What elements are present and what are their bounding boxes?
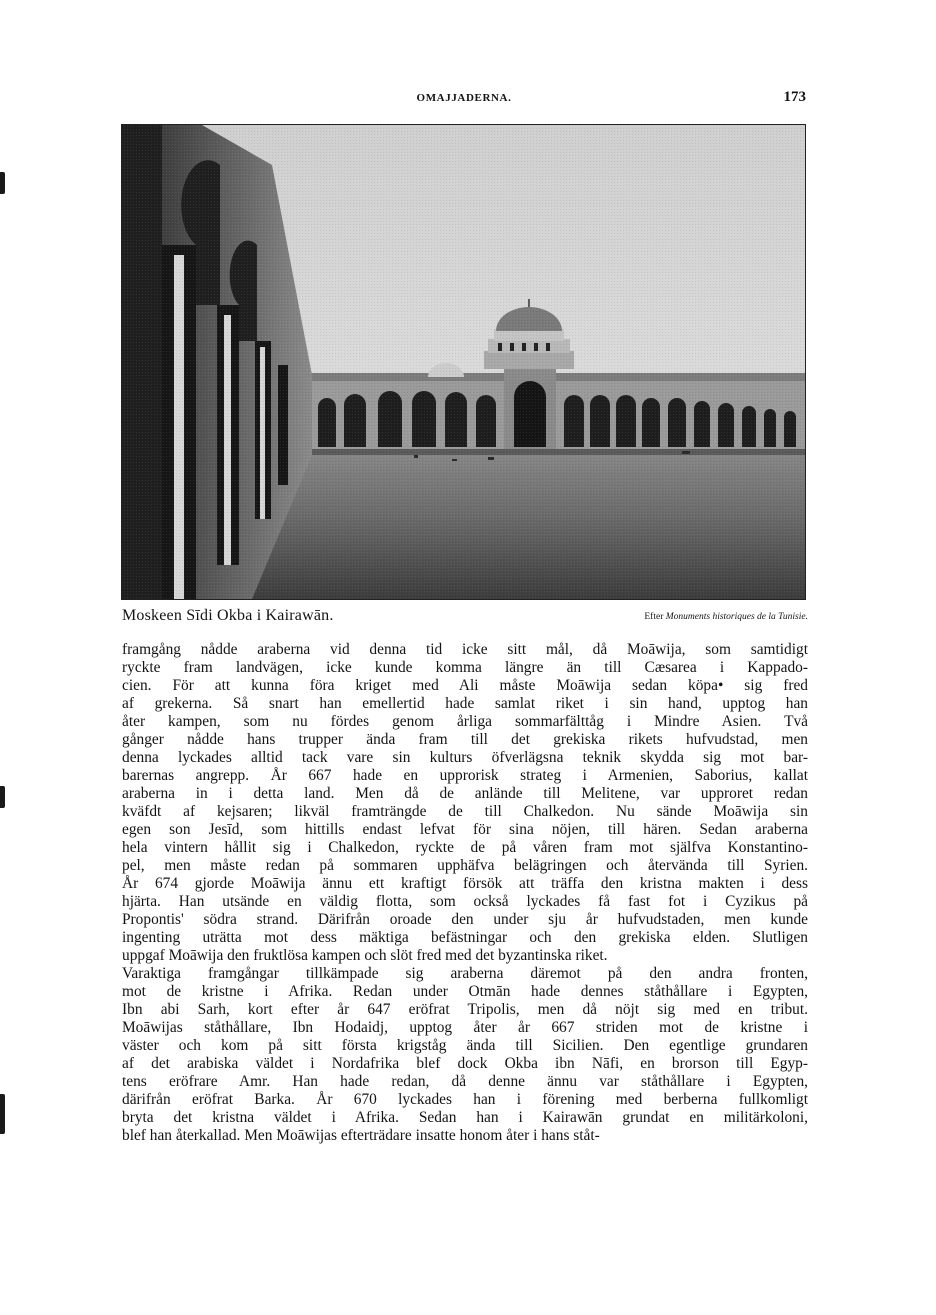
text-line: egen son Jesīd, som hittills endast lefvat för sina nöjen, till hären. Sedan araberna — [122, 821, 808, 839]
text-line: Moāwijas ståthållare, Ibn Hodaidj, upptog åter år 667 striden mot de kristne i — [122, 1019, 808, 1037]
text-line: Propontis' södra strand. Därifrån oroade den under sju år hufvudstaden, men kunde — [122, 911, 808, 929]
text-line: År 674 gjorde Moāwija ännu ett kraftigt försök att träffa den kristna makten i dess — [122, 875, 808, 893]
mosque-photograph-icon — [122, 125, 805, 599]
text-line: ryckte fram landvägen, icke kunde komma längre än till Cæsarea i Kappado- — [122, 659, 808, 677]
body-text — [122, 641, 808, 1145]
text-line: cien. För att kunna föra kriget med Ali måste Moāwija sedan köpa• sig fred — [122, 677, 808, 695]
text-line: mot de kristne i Afrika. Redan under Otmān hade dennes ståthållare i Egypten, — [122, 983, 808, 1001]
text-line: bryta det kristna väldet i Afrika. Sedan han i Kairawān grundat en militärkoloni, — [122, 1109, 808, 1127]
text-line: Ibn abi Sarh, kort efter år 647 eröfrat Tripolis, men då nöjt sig med en tribut. — [122, 1001, 808, 1019]
caption-credit — [644, 612, 808, 622]
text-line: därifrån eröfrat Barka. År 670 lyckades han i förening med berberna fullkomligt — [122, 1091, 808, 1109]
text-line: pel, men måste redan på sommaren upphäfva belägringen och återvända till Syrien. — [122, 857, 808, 875]
binding-mark — [0, 172, 5, 194]
text-line: ingenting uträtta mot dess mäktiga befästningar och den grekiska elden. Slutligen — [122, 929, 808, 947]
text-line: af det arabiska väldet i Nordafrika blef dock Okba ibn Nāfi, en brorson till Egyp- — [122, 1055, 808, 1073]
running-head: OMAJJADERNA. — [416, 92, 512, 104]
text-line: väster och kom på sitt första krigståg ända till Sicilien. Den egentlige grundaren — [122, 1037, 808, 1055]
binding-mark — [0, 786, 5, 808]
caption-credit-source: Monuments historiques de la Tunisie. — [665, 612, 808, 622]
text-line: uppgaf Moāwija den fruktlösa kampen och slöt fred med det byzantinska riket. — [122, 947, 608, 965]
text-line: hjärta. Han utsände en väldig flotta, som också lyckades få fast fot i Cyzikus på — [122, 893, 808, 911]
text-line: kväfdt af kejsaren; likväl framträngde de till Chalkedon. Nu sände Moāwija sin — [122, 803, 808, 821]
text-line: barernas angrepp. År 667 hade en upprorisk strateg i Armenien, Saborius, kallat — [122, 767, 808, 785]
caption-title: Moskeen Sīdi Okba i Kairawān. — [122, 607, 334, 624]
caption-credit-prefix: Efter — [644, 612, 664, 622]
mosque-photograph — [121, 124, 806, 600]
text-line: blef han återkallad. Men Moāwijas efterträdare insatte honom åter i hans ståt- — [122, 1127, 600, 1145]
text-line: araberna in i detta land. Men då de anlände till Melitene, var upproret redan — [122, 785, 808, 803]
text-line: hela vintern hållit sig i Chalkedon, ryckte de på våren fram mot själfva Konstantino- — [122, 839, 808, 857]
binding-mark — [0, 1094, 5, 1134]
text-line: Varaktiga framgångar tillkämpade sig araberna däremot på den andra fronten, — [122, 965, 808, 983]
text-line: denna lyckades alltid tack vare sin kulturs öfverlägsna teknik skydda sig mot bar- — [122, 749, 808, 767]
text-line: af grekerna. Så snart han emellertid hade samlat riket i sin hand, upptog han — [122, 695, 808, 713]
page-header — [122, 89, 806, 112]
figure-caption — [122, 607, 808, 629]
text-line: tens eröfrare Amr. Han hade redan, då denne ännu var ståthållare i Egypten, — [122, 1073, 808, 1091]
text-line: gånger nådde hans trupper ända fram till det grekiska rikets hufvudstad, men — [122, 731, 808, 749]
page-number: 173 — [783, 89, 806, 105]
text-line: åter kampen, som nu fördes genom årliga sommarfälttåg i Mindre Asien. Två — [122, 713, 808, 731]
text-line: framgång nådde araberna vid denna tid icke sitt mål, då Moāwija, som samtidigt — [122, 641, 808, 658]
